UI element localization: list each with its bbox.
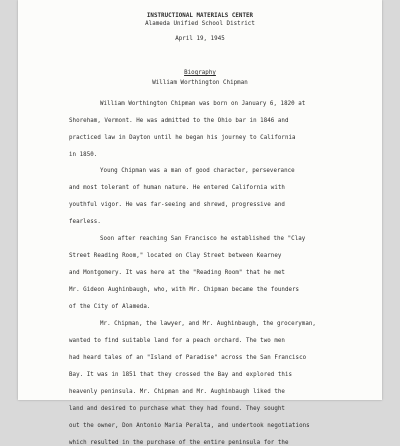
paragraph-line: youthful vigor. He was far-seeing and shrewd, progressive and [69, 202, 285, 208]
paragraph-line: heavenly peninsula. Mr. Chipman and Mr. Aughinbaugh liked the [69, 389, 285, 395]
paragraph-line: Young Chipman was a man of good character, perseverance [100, 168, 295, 174]
paragraph-line: wanted to find suitable land for a peach orchard. The two men [69, 338, 285, 344]
paragraph-line: Soon after reaching San Francisco he established the "Clay [100, 236, 306, 242]
paragraph-line: Mr. Chipman, the lawyer, and Mr. Aughinbaugh, the groceryman, [100, 321, 316, 327]
paragraph-line: practiced law in Dayton until he began his journey to California [69, 135, 296, 141]
paragraph-line: land and desired to purchase what they had found. They sought [69, 406, 285, 412]
paragraph-line: Mr. Gideon Aughinbaugh, who, with Mr. Chipman became the founders [69, 287, 300, 293]
paragraph-line: in 1850. [69, 152, 98, 158]
document-date: April 19, 1945 [175, 36, 225, 42]
paragraph-line: Bay. It was in 1851 that they crossed the Bay and explored this [69, 372, 293, 378]
district-heading: Alameda Unified School District [145, 21, 255, 27]
document-page [18, 0, 382, 446]
paragraph-line: Street Reading Room," located on Clay Street between Kearney [69, 253, 282, 259]
paragraph-line: fearless. [69, 219, 101, 225]
document-title: Biography [184, 70, 216, 76]
paragraph-line: had heard tales of an "Island of Paradise" across the San Francisco [69, 355, 307, 361]
institution-heading: INSTRUCTIONAL MATERIALS CENTER [146, 13, 254, 19]
paragraph-line: out the owner, Don Antonio Maria Peralta, and undertook negotiations [69, 423, 310, 429]
paragraph-line: which resulted in the purchase of the entire peninsula for the [69, 440, 289, 446]
paragraph-line: Shoreham, Vermont. He was admitted to the Ohio bar in 1846 and [69, 118, 289, 124]
paragraph-line: and most tolerant of human nature. He entered California with [69, 185, 285, 191]
paragraph-line: William Worthington Chipman was born on January 6, 1820 at [100, 101, 306, 107]
document-subject: William Worthington Chipman [152, 80, 248, 86]
paragraph-line: and Montgomery. It was here at the "Reading Room" that he met [69, 270, 285, 276]
paragraph-line: of the City of Alameda. [69, 304, 151, 310]
